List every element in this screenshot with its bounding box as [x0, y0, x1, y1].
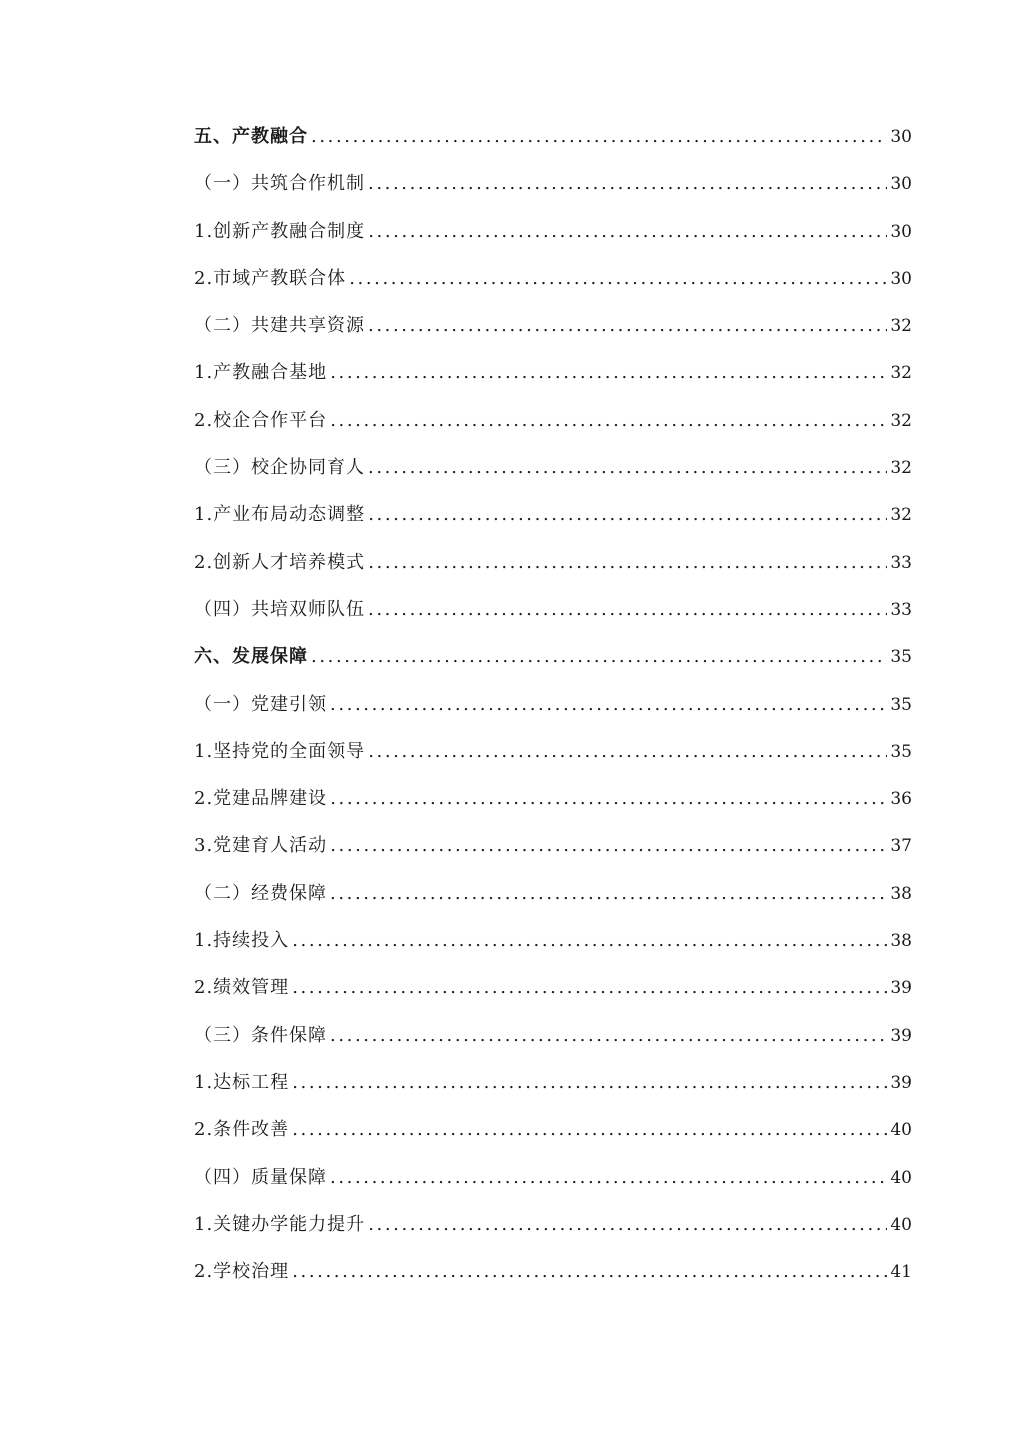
- toc-leader-dots: [311, 113, 887, 160]
- toc-page-number: 30: [890, 221, 912, 242]
- toc-leader-dots: [292, 1059, 887, 1106]
- toc-leader-dots: [368, 539, 887, 586]
- toc-page-number: 38: [890, 931, 912, 952]
- toc-leader-dots: [292, 1106, 887, 1153]
- toc-entry[interactable]: [194, 775, 912, 822]
- toc-entry[interactable]: [194, 633, 912, 680]
- toc-entry[interactable]: [194, 1012, 912, 1059]
- toc-entry-label: （四）共培双师队伍: [194, 598, 365, 620]
- toc-entry-label: 1.创新产教融合制度: [194, 220, 366, 242]
- toc-page-number: 37: [890, 836, 912, 857]
- toc-entry-label: 2.创新人才培养模式: [194, 551, 366, 573]
- toc-entry[interactable]: [194, 1106, 912, 1153]
- toc-entry-label: （四）质量保障: [194, 1166, 327, 1188]
- toc-entry-label: 2.党建品牌建设: [194, 788, 328, 810]
- toc-leader-dots: [368, 586, 887, 633]
- toc-entry[interactable]: [194, 397, 912, 444]
- toc-leader-dots: [292, 1248, 887, 1295]
- toc-entry[interactable]: [194, 822, 912, 869]
- toc-entry[interactable]: [194, 444, 912, 491]
- toc-page-number: 32: [890, 410, 912, 431]
- toc-entry-label: 1.产教融合基地: [194, 362, 328, 384]
- toc-page-number: 33: [890, 599, 912, 620]
- toc-leader-dots: [330, 1012, 887, 1059]
- toc-leader-dots: [368, 302, 887, 349]
- toc-entry-label: 1.坚持党的全面领导: [194, 740, 366, 762]
- toc-page-number: 32: [890, 316, 912, 337]
- toc-leader-dots: [330, 1154, 887, 1201]
- toc-entry-label: （二）经费保障: [194, 882, 327, 904]
- toc-page-number: 32: [890, 505, 912, 526]
- toc-entry[interactable]: [194, 113, 912, 160]
- toc-page-number: 35: [890, 741, 912, 762]
- toc-page-number: 40: [890, 1167, 912, 1188]
- toc-entry[interactable]: [194, 586, 912, 633]
- toc-page-number: 35: [890, 647, 912, 668]
- toc-leader-dots: [368, 208, 887, 255]
- toc-entry-label: 2.条件改善: [194, 1119, 290, 1141]
- toc-entry-label: （一）共筑合作机制: [194, 173, 365, 195]
- toc-entry[interactable]: [194, 302, 912, 349]
- toc-page-number: 30: [890, 268, 912, 289]
- toc-leader-dots: [330, 822, 887, 869]
- toc-entry-label: 六、发展保障: [194, 646, 308, 668]
- toc-leader-dots: [292, 917, 887, 964]
- toc-page-number: 39: [890, 978, 912, 999]
- toc-page-number: 35: [890, 694, 912, 715]
- toc-entry-label: 3.党建育人活动: [194, 835, 328, 857]
- toc-leader-dots: [368, 491, 887, 538]
- toc-entry-label: （一）党建引领: [194, 693, 327, 715]
- toc-page-number: 30: [890, 174, 912, 195]
- toc-page-number: 40: [890, 1214, 912, 1235]
- toc-entry[interactable]: [194, 681, 912, 728]
- table-of-contents: [194, 113, 912, 1295]
- toc-leader-dots: [292, 964, 887, 1011]
- toc-leader-dots: [368, 444, 887, 491]
- toc-page-number: 33: [890, 552, 912, 573]
- toc-page-number: 41: [890, 1262, 912, 1283]
- toc-entry[interactable]: [194, 1059, 912, 1106]
- toc-entry-label: 2.市域产教联合体: [194, 267, 347, 289]
- toc-entry[interactable]: [194, 539, 912, 586]
- toc-leader-dots: [330, 349, 887, 396]
- toc-entry-label: 2.绩效管理: [194, 977, 290, 999]
- toc-page-number: 39: [890, 1025, 912, 1046]
- toc-entry-label: 1.产业布局动态调整: [194, 504, 366, 526]
- toc-leader-dots: [349, 255, 887, 302]
- toc-entry[interactable]: [194, 160, 912, 207]
- toc-entry[interactable]: [194, 1201, 912, 1248]
- toc-leader-dots: [368, 1201, 887, 1248]
- toc-page-number: 39: [890, 1072, 912, 1093]
- toc-entry[interactable]: [194, 728, 912, 775]
- toc-entry-label: （三）条件保障: [194, 1024, 327, 1046]
- toc-entry-label: 2.校企合作平台: [194, 409, 328, 431]
- toc-entry-label: 1.持续投入: [194, 930, 290, 952]
- toc-entry-label: （二）共建共享资源: [194, 315, 365, 337]
- toc-page-number: 38: [890, 883, 912, 904]
- toc-entry[interactable]: [194, 1154, 912, 1201]
- toc-entry[interactable]: [194, 255, 912, 302]
- toc-page-number: 30: [890, 127, 912, 147]
- toc-entry[interactable]: [194, 917, 912, 964]
- toc-entry[interactable]: [194, 1248, 912, 1295]
- toc-leader-dots: [368, 728, 887, 775]
- toc-leader-dots: [330, 870, 887, 917]
- toc-entry-label: 五、产教融合: [194, 126, 308, 147]
- toc-entry-label: 1.关键办学能力提升: [194, 1213, 366, 1235]
- toc-leader-dots: [330, 681, 887, 728]
- toc-entry-label: 2.学校治理: [194, 1261, 290, 1283]
- toc-entry-label: 1.达标工程: [194, 1071, 290, 1093]
- toc-page-number: 36: [890, 789, 912, 810]
- toc-leader-dots: [311, 633, 887, 680]
- toc-entry[interactable]: [194, 964, 912, 1011]
- toc-entry[interactable]: [194, 870, 912, 917]
- toc-leader-dots: [330, 397, 887, 444]
- toc-leader-dots: [330, 775, 887, 822]
- toc-page-number: 32: [890, 458, 912, 479]
- toc-entry-label: （三）校企协同育人: [194, 457, 365, 479]
- toc-entry[interactable]: [194, 208, 912, 255]
- toc-leader-dots: [368, 160, 887, 207]
- toc-entry[interactable]: [194, 349, 912, 396]
- toc-page-number: 32: [890, 363, 912, 384]
- toc-page-number: 40: [890, 1120, 912, 1141]
- toc-entry[interactable]: [194, 491, 912, 538]
